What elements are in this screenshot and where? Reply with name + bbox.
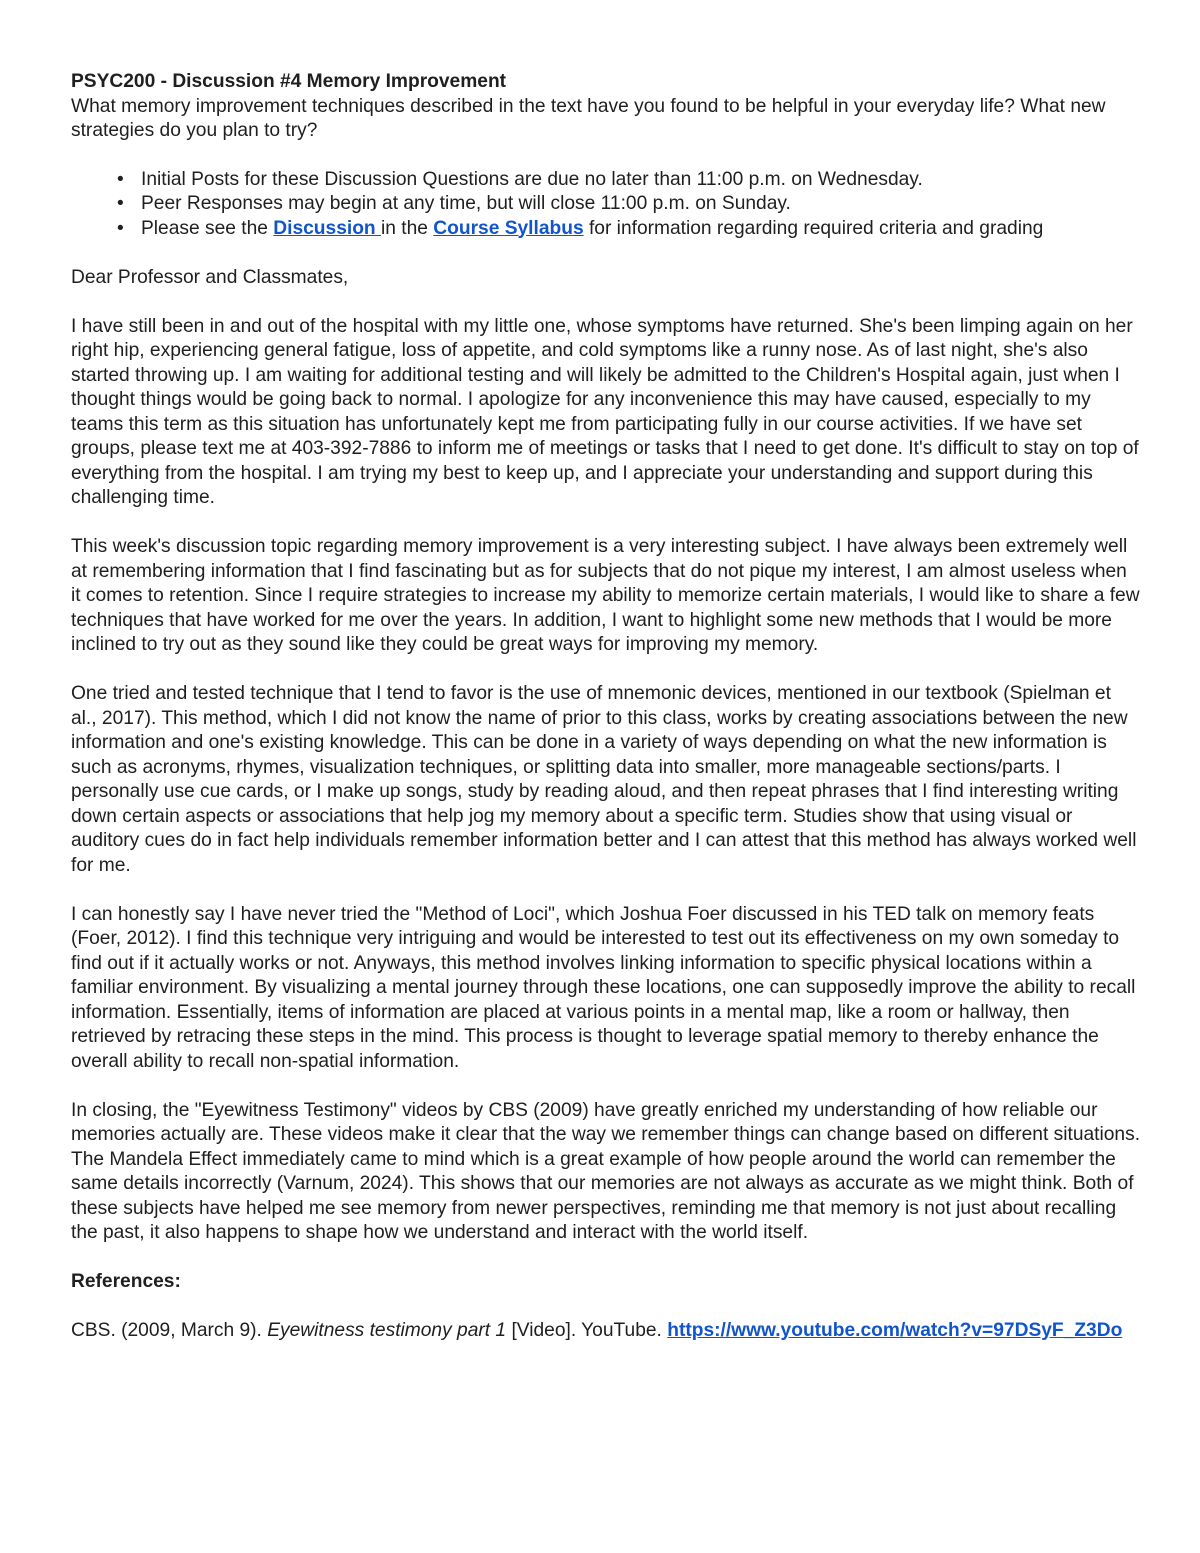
reference-prefix: CBS. (2009, March 9). bbox=[71, 1320, 268, 1341]
references-heading: References: bbox=[71, 1271, 181, 1292]
bullet-icon: • bbox=[117, 193, 124, 214]
list-item-text-mid: in the bbox=[380, 217, 434, 239]
bullet-icon: • bbox=[117, 168, 124, 190]
list-item-text-suffix: for information regarding required criteria and grading bbox=[583, 217, 1044, 239]
paragraph-hospital-update: I have still been in and out of the hospital with my little one, whose symptoms have returned. She's been limping again on her right hip, experiencing general fatigue, loss of appetite, and cold symptoms like a runny nose. As of last night, she's also started throwing up. I am waiting for additional testing and will likely be admitted to the Children's Hospital again, just when I thought things would be going back to normal. I apologize for any inconvenience this may have caused, especially to my teams this term as this situation has unfortunately kept me from participating fully in our course activities. If we have set groups, please text me at 403-392-7886 to inform me of meetings or tasks that I need to get done. It's difficult to stay on top of everything from the hospital. I am trying my best to keep up, and I appreciate your understanding and support during this challenging time. bbox=[71, 315, 1139, 508]
reference-mid: [Video]. YouTube. bbox=[506, 1320, 668, 1341]
course-syllabus-link[interactable]: Course Syllabus bbox=[433, 217, 584, 239]
list-item bbox=[117, 168, 1141, 193]
document-page bbox=[71, 70, 1141, 1344]
reference-url-link[interactable]: https://www.youtube.com/watch?v=97DSyF_Z3Do bbox=[667, 1320, 1123, 1341]
discussion-link[interactable]: Discussion bbox=[273, 217, 381, 239]
reference-title: Eyewitness testimony part 1 bbox=[267, 1320, 507, 1341]
list-item-text: Initial Posts for these Discussion Questions are due no later than 11:00 p.m. on Wednesday. bbox=[141, 168, 923, 190]
paragraph-topic-intro: This week's discussion topic regarding memory improvement is a very interesting subject. I have always been extremely well at remembering information that I find fascinating but as for subjects that do not pique my interest, I am almost useless when it comes to retention. Since I require strategies to increase my ability to memorize certain materials, I would like to share a few techniques that have worked for me over the years. In addition, I want to highlight some new methods that I would be more inclined to try out as they sound like they could be great ways for improving my memory. bbox=[71, 536, 1140, 655]
reference-entry bbox=[71, 1319, 1141, 1344]
paragraph-closing: In closing, the "Eyewitness Testimony" videos by CBS (2009) have greatly enriched my understanding of how reliable our memories actually are. These videos make it clear that the way we remember things can change based on different situations. The Mandela Effect immediately came to mind which is a great example of how people around the world can remember the same details incorrectly (Varnum, 2024). This shows that our memories are not always as accurate as we might think. Both of these subjects have helped me see memory from newer perspectives, reminding me that memory is not just about recalling the past, it also happens to shape how we understand and interact with the world itself. bbox=[71, 1099, 1141, 1243]
page-title: PSYC200 - Discussion #4 Memory Improvement bbox=[71, 71, 507, 92]
discussion-question: What memory improvement techniques described in the text have you found to be helpful in your everyday life? What new strategies do you plan to try? bbox=[71, 95, 1106, 141]
salutation: Dear Professor and Classmates, bbox=[71, 266, 349, 288]
instructions-list bbox=[71, 168, 1141, 242]
list-item bbox=[117, 192, 1141, 217]
bullet-icon: • bbox=[117, 217, 124, 239]
paragraph-mnemonic-devices: One tried and tested technique that I tend to favor is the use of mnemonic devices, mentioned in our textbook (Spielman et al., 2017). This method, which I did not know the name of prior to this class, works by creating associations between the new information and one's existing knowledge. This can be done in a variety of ways depending on what the new information is such as acronyms, rhymes, visualization techniques, or splitting data into smaller, more manageable sections/parts. I personally use cue cards, or I make up songs, study by reading aloud, and then repeat phrases that I find interesting writing down certain aspects or associations that help jog my memory about a specific term. Studies show that using visual or auditory cues do in fact help individuals remember information better and I can attest that this method has always worked well for me. bbox=[71, 683, 1137, 876]
list-item-text-prefix: Please see the bbox=[141, 217, 274, 239]
list-item-text: Peer Responses may begin at any time, but will close 11:00 p.m. on Sunday. bbox=[141, 193, 791, 214]
list-item bbox=[117, 217, 1141, 242]
paragraph-method-of-loci: I can honestly say I have never tried the "Method of Loci", which Joshua Foer discussed in his TED talk on memory feats (Foer, 2012). I find this technique very intriguing and would be interested to test out its effectiveness on my own someday to find out if it actually works or not. Anyways, this method involves linking information to specific physical locations within a familiar environment. By visualizing a mental journey through these locations, one can supposedly improve the ability to recall information. Essentially, items of information are placed at various points in a mental map, like a room or hallway, then retrieved by retracing these steps in the mind. This process is thought to leverage spatial memory to thereby enhance the overall ability to recall non-spatial information. bbox=[71, 903, 1136, 1072]
